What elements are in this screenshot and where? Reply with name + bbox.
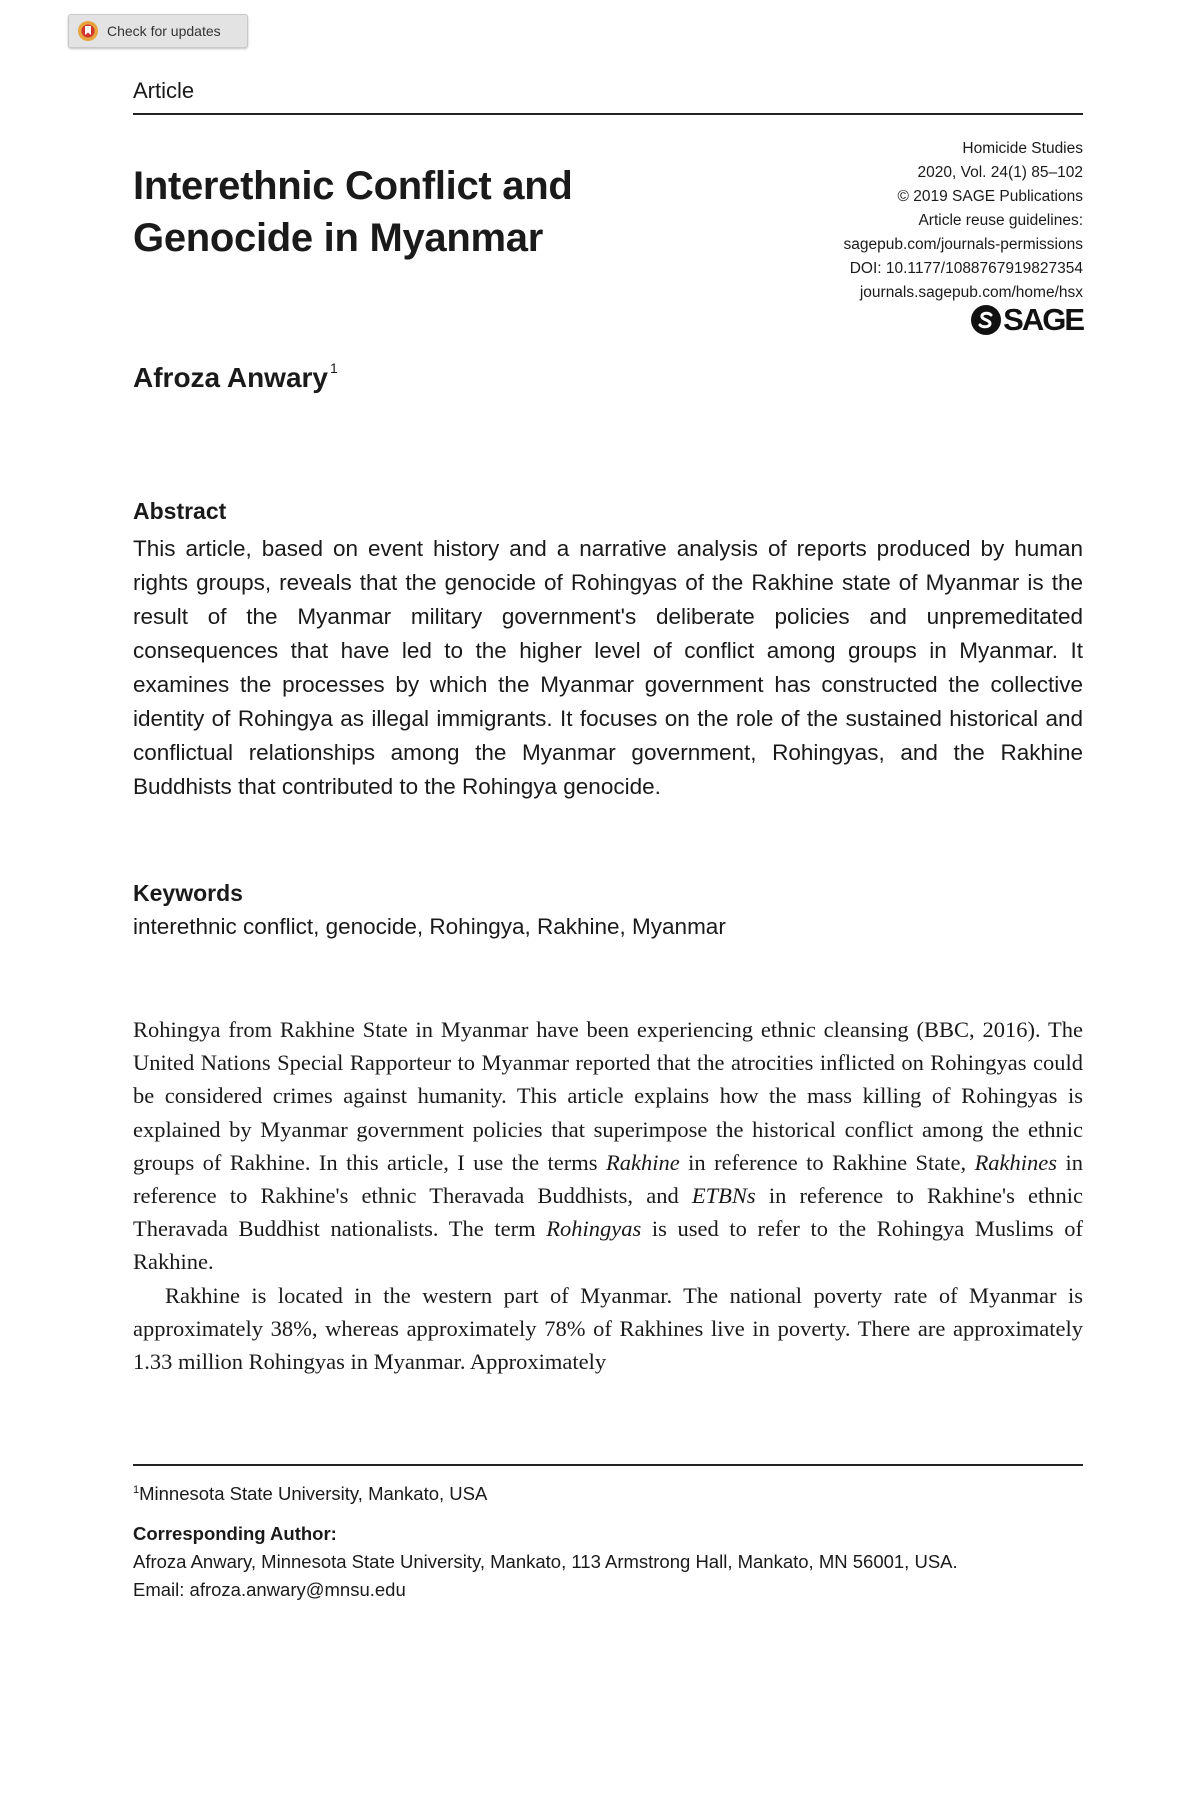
article-type-label: Article [133,78,195,103]
crossmark-icon [77,20,99,42]
italic-term: Rohingyas [546,1216,642,1242]
body-paragraph-2: Rakhine is located in the western part of Myanmar. The national poverty rate of Myanmar is approximately 38%, whereas approximately 78% of Rakhines live in poverty. There are approximately 1.33 million Rohingyas in Myanmar. Approximately [133,1282,1083,1375]
sage-logo-mark-icon [971,305,1001,335]
copyright: © 2019 SAGE Publications [897,188,1083,205]
affiliation-text: Minnesota State University, Mankato, USA [139,1483,488,1504]
author-affiliation-mark: 1 [330,360,338,376]
journal-metadata [753,137,1083,305]
abstract-heading: Abstract [133,498,227,524]
italic-term: Rakhine [605,1149,680,1175]
journal-homepage-link[interactable]: journals.sagepub.com/home/hsx [859,284,1083,301]
body-text-run: is used to refer to the Rohingya Muslims of Rakhine. [133,1216,1083,1275]
abstract-text: This article, based on event history and a narrative analysis of reports produced by human rights groups, reveals that the genocide of Rohingyas of the Rakhine state of Myanmar is the result of the Myanmar military government's deliberate policies and unpremeditated consequences that have led to the higher level of conflict among groups in Myanmar. It examines the processes by which the Myanmar government has constructed the collective identity of Rohingya as illegal immigrants. It focuses on the role of the sustained historical and conflictual relationships among the Myanmar government, Rohingyas, and the Rakhine Buddhists that contributed to the Rohingya genocide. [133,536,1083,799]
doi[interactable]: DOI: 10.1177/1088767919827354 [849,260,1083,277]
corresponding-author-address: Afroza Anwary, Minnesota State University, Mankato, 113 Armstrong Hall, Mankato, MN 56001, USA. [133,1551,958,1572]
header-divider [133,113,1083,115]
body-text-run: Rohingya from Rakhine State in Myanmar have been experiencing ethnic cleansing (BBC, 2016). The United Nations Special Rapporteur to Myanmar reported that the atrocities inflicted on Rohingyas could be considered crimes against humanity. This article explains how the mass killing of Rohingyas is explained by Myanmar government policies that superimpose the historical conflict among the ethnic groups of Rakhine. In this article, I use the terms [133,1017,1083,1175]
author-name-text: Afroza Anwary [133,362,329,393]
check-for-updates-button[interactable] [68,14,248,48]
body-paragraph-1 [133,1013,1083,1279]
body-text-run: in reference to Rakhine's ethnic Theravada Buddhist nationalists. The term [133,1183,1083,1242]
keywords-heading: Keywords [133,880,243,906]
corresponding-author-email[interactable]: Email: afroza.anwary@mnsu.edu [133,1579,406,1600]
article-title [133,160,693,264]
journal-name: Homicide Studies [962,140,1083,157]
permissions-link[interactable]: sagepub.com/journals-permissions [843,236,1083,253]
reuse-guidelines-label: Article reuse guidelines: [918,212,1083,229]
article-body [133,1013,1083,1378]
author-name [133,360,338,394]
footnote-divider [133,1464,1083,1466]
title-line-2: Genocide in Myanmar [133,216,543,260]
corresponding-author-heading: Corresponding Author: [133,1523,337,1544]
body-text-run: in reference to Rakhine's ethnic Theravada Buddhists, and [133,1149,1083,1209]
affiliation-footnote [133,1476,487,1508]
check-for-updates-label: Check for updates [107,23,221,39]
keywords-list: interethnic conflict, genocide, Rohingya, Rakhine, Myanmar [133,914,726,939]
title-line-1: Interethnic Conflict and [133,164,573,208]
sage-logo [971,302,1083,338]
italic-term: Rakhines [974,1149,1058,1175]
footnote-mark: 1 [133,1484,140,1496]
journal-volume: 2020, Vol. 24(1) 85–102 [917,164,1083,181]
sage-logo-wordmark: SAGE [1003,302,1083,337]
italic-term: ETBNs [691,1183,756,1209]
body-text-run: in reference to Rakhine State, [679,1149,975,1175]
